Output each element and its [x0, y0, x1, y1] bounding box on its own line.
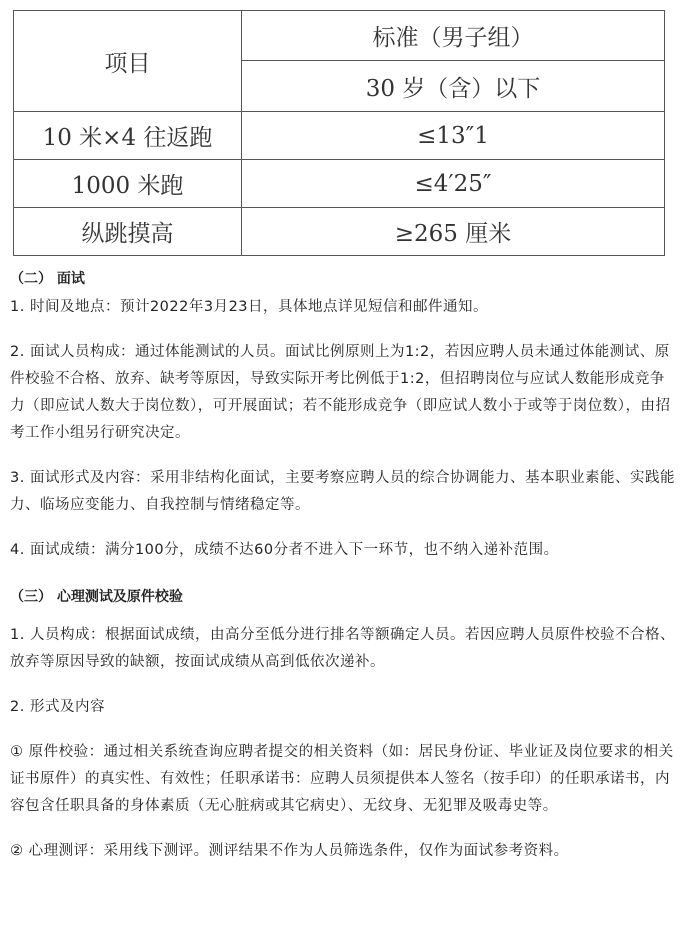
header-standard-cell: 标准（男子组） [242, 11, 665, 61]
section-heading-psych: （三） 心理测试及原件校验 [10, 589, 183, 605]
section-heading-interview: （二） 面试 [10, 271, 85, 287]
header-item-cell: 项目 [14, 11, 242, 112]
paragraph-psych-test: ② 心理测评：采用线下测评。测评结果不作为人员筛选条件，仅作为面试参考资料。 [10, 843, 569, 859]
paragraph-interview-personnel: 2. 面试人员构成：通过体能测试的人员。面试比例原则上为1:2，若因应聘人员未通过体能测试、原件校验不合格、放弃、缺考等原因，导致实际开考比例低于1:2，但招聘岗位与应试人数能形成竞争力（即应试人数大于岗位数），可开展面试；若不能形成竞争（即应试人数小于或等于岗位数），由招考工作小组另行研究决定。 [10, 344, 671, 441]
paragraph-document-check: ① 原件校验：通过相关系统查询应聘者提交的相关资料（如：居民身份证、毕业证及岗位要求的相关证书原件）的真实性、有效性；任职承诺书：应聘人员须提供本人签名（按手印）的任职承诺书，内容包含任职具备的身体素质（无心脏病或其它病史）、无纹身、无犯罪及吸毒史等。 [10, 744, 674, 814]
paragraph-psych-personnel: 1. 人员构成：根据面试成绩，由高分至低分进行排名等额确定人员。若因应聘人员原件校验不合格、放弃等原因导致的缺额，按面试成绩从高到低依次递补。 [10, 627, 675, 670]
paragraph-interview-format: 3. 面试形式及内容：采用非结构化面试，主要考察应聘人员的综合协调能力、基本职业素能、实践能力、临场应变能力、自我控制与情绪稳定等。 [10, 470, 675, 513]
header-age-cell: 30 岁（含）以下 [242, 61, 665, 112]
table-row [14, 112, 665, 160]
paragraph-form-content: 2. 形式及内容 [10, 699, 105, 715]
row-item-cell: 1000 米跑 [14, 160, 242, 208]
table-row [14, 160, 665, 208]
row-item-cell: 10 米×4 往返跑 [14, 112, 242, 160]
document-body [10, 268, 675, 865]
paragraph-interview-score: 4. 面试成绩：满分100分，成绩不达60分者不进入下一环节，也不纳入递补范围。 [10, 542, 559, 558]
table-row [14, 208, 665, 256]
row-item-cell: 纵跳摸高 [14, 208, 242, 256]
fitness-standard-table [13, 10, 665, 253]
row-value-cell: ≤13″1 [242, 112, 665, 160]
row-value-cell: ≤4′25″ [242, 160, 665, 208]
row-value-cell: ≥265 厘米 [242, 208, 665, 256]
paragraph-time-location: 1. 时间及地点：预计2022年3月23日，具体地点详见短信和邮件通知。 [10, 299, 489, 315]
standard-table [13, 10, 665, 256]
